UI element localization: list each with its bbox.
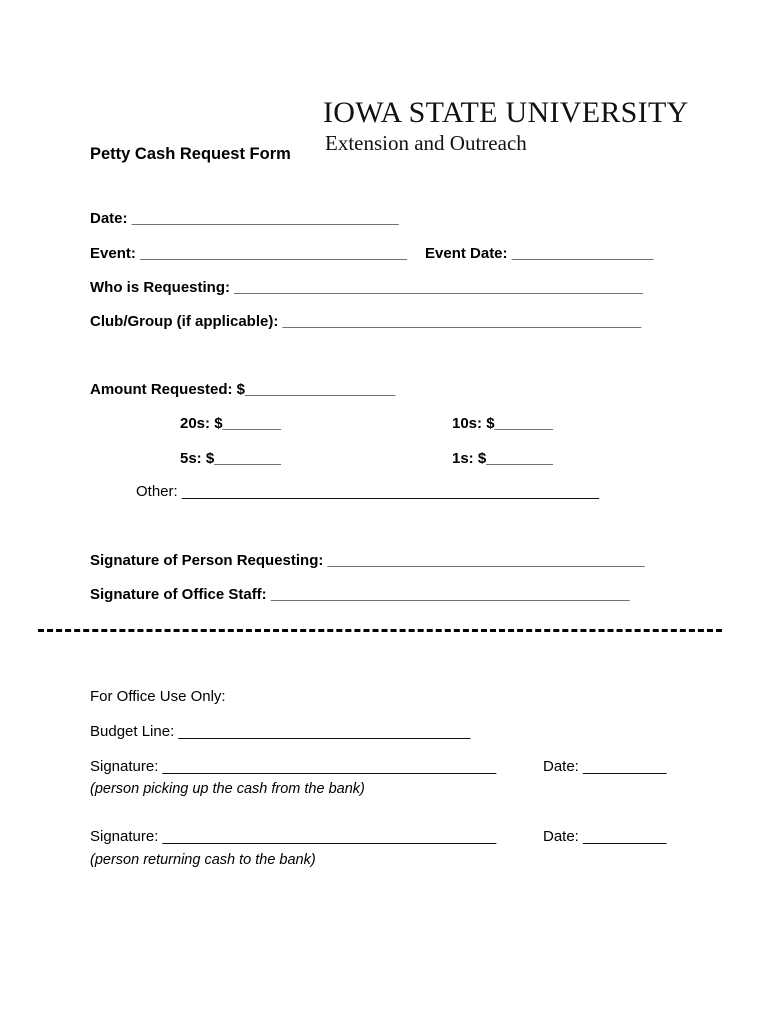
university-logo-line1: IOWA STATE UNIVERSITY [323,96,689,129]
return-note: (person returning cash to the bank) [90,852,316,868]
event-date-field[interactable]: Event Date: _________________ [425,245,654,262]
who-requesting-field[interactable]: Who is Requesting: _________________________________________________ [90,279,643,296]
signature-requesting-field[interactable]: Signature of Person Requesting: ______________________________________ [90,552,645,569]
event-field[interactable]: Event: ________________________________ [90,245,407,262]
date-return-field[interactable]: Date: __________ [543,828,667,845]
date-field[interactable]: Date: ________________________________ [90,210,399,227]
club-group-field[interactable]: Club/Group (if applicable): ___________________________________________ [90,313,642,330]
cut-line-divider [38,629,722,632]
date-pickup-field[interactable]: Date: __________ [543,758,667,775]
university-logo-line2: Extension and Outreach [325,131,527,155]
pickup-note: (person picking up the cash from the bank) [90,781,365,797]
tens-field[interactable]: 10s: $_______ [452,415,553,432]
signature-staff-field[interactable]: Signature of Office Staff: ___________________________________________ [90,586,630,603]
other-field[interactable]: Other: __________________________________________________ [136,483,599,500]
fives-field[interactable]: 5s: $________ [180,450,281,467]
amount-requested-field[interactable]: Amount Requested: $__________________ [90,381,396,398]
signature-pickup-field[interactable]: Signature: ________________________________________ [90,758,497,775]
budget-line-field[interactable]: Budget Line: ___________________________________ [90,723,471,740]
twenties-field[interactable]: 20s: $_______ [180,415,281,432]
ones-field[interactable]: 1s: $________ [452,450,553,467]
form-title: Petty Cash Request Form [90,145,291,163]
office-use-heading: For Office Use Only: [90,688,226,705]
signature-return-field[interactable]: Signature: ________________________________________ [90,828,497,845]
